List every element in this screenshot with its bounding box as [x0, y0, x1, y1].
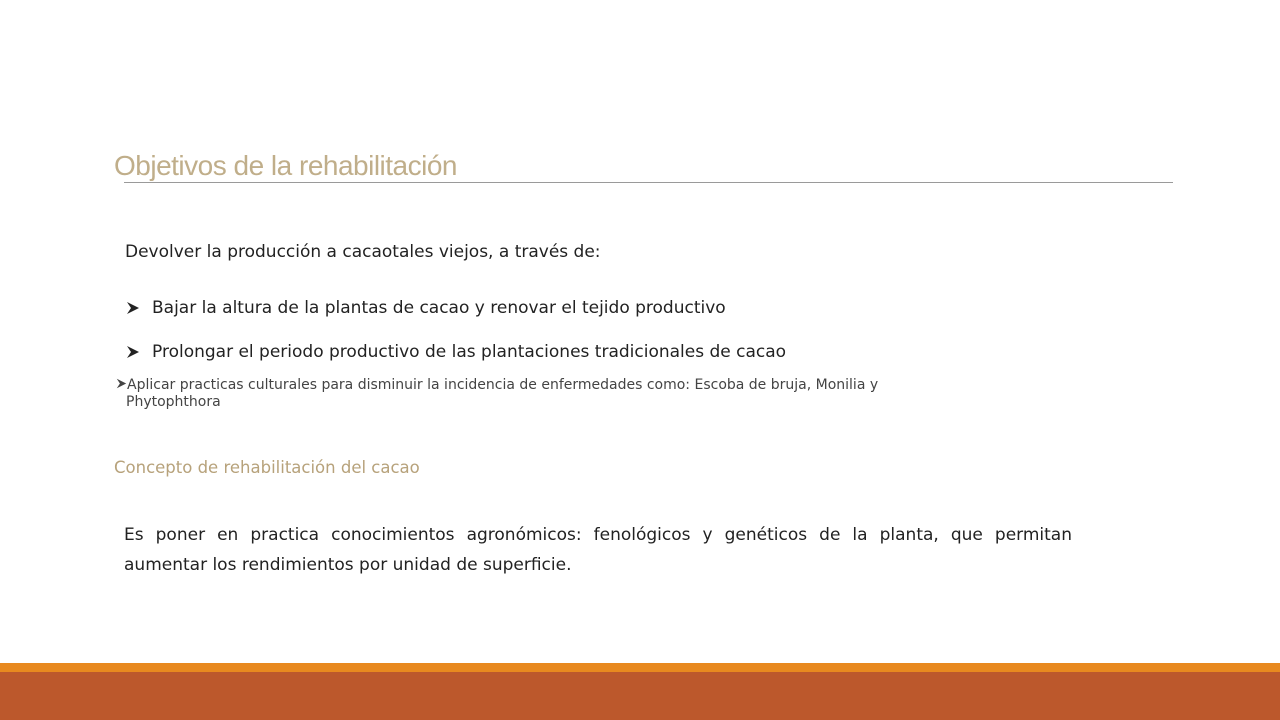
small-bullet-item [116, 377, 1076, 411]
intro-text: Devolver la producción a cacaotales viejos, a través de: [125, 242, 601, 262]
title-divider [124, 182, 1173, 183]
arrowhead-bullet-icon [126, 345, 140, 359]
footer-band [0, 672, 1280, 720]
footer-accent-stripe [0, 663, 1280, 672]
bullet-item [126, 342, 786, 362]
arrowhead-bullet-icon [126, 301, 140, 315]
section-subheading: Concepto de rehabilitación del cacao [114, 458, 420, 477]
bullet-label: Prolongar el periodo productivo de las plantaciones tradicionales de cacao [152, 342, 787, 362]
slide-title: Objetivos de la rehabilitación [114, 150, 457, 181]
bullet-label: Bajar la altura de la plantas de cacao y renovar el tejido productivo [152, 298, 726, 318]
definition-paragraph: Es poner en practica conocimientos agronómicos: fenológicos y genéticos de la planta, que permitan aumentar los rendimientos por unidad de superficie. [124, 525, 1072, 575]
small-bullet-line-1: Aplicar practicas culturales para disminuir la incidencia de enfermedades como: Escoba de bruja, Monilia y [127, 377, 879, 393]
small-bullet-line-2: Phytophthora [126, 394, 221, 410]
bullet-item [126, 298, 726, 318]
arrowhead-bullet-icon [116, 378, 127, 389]
